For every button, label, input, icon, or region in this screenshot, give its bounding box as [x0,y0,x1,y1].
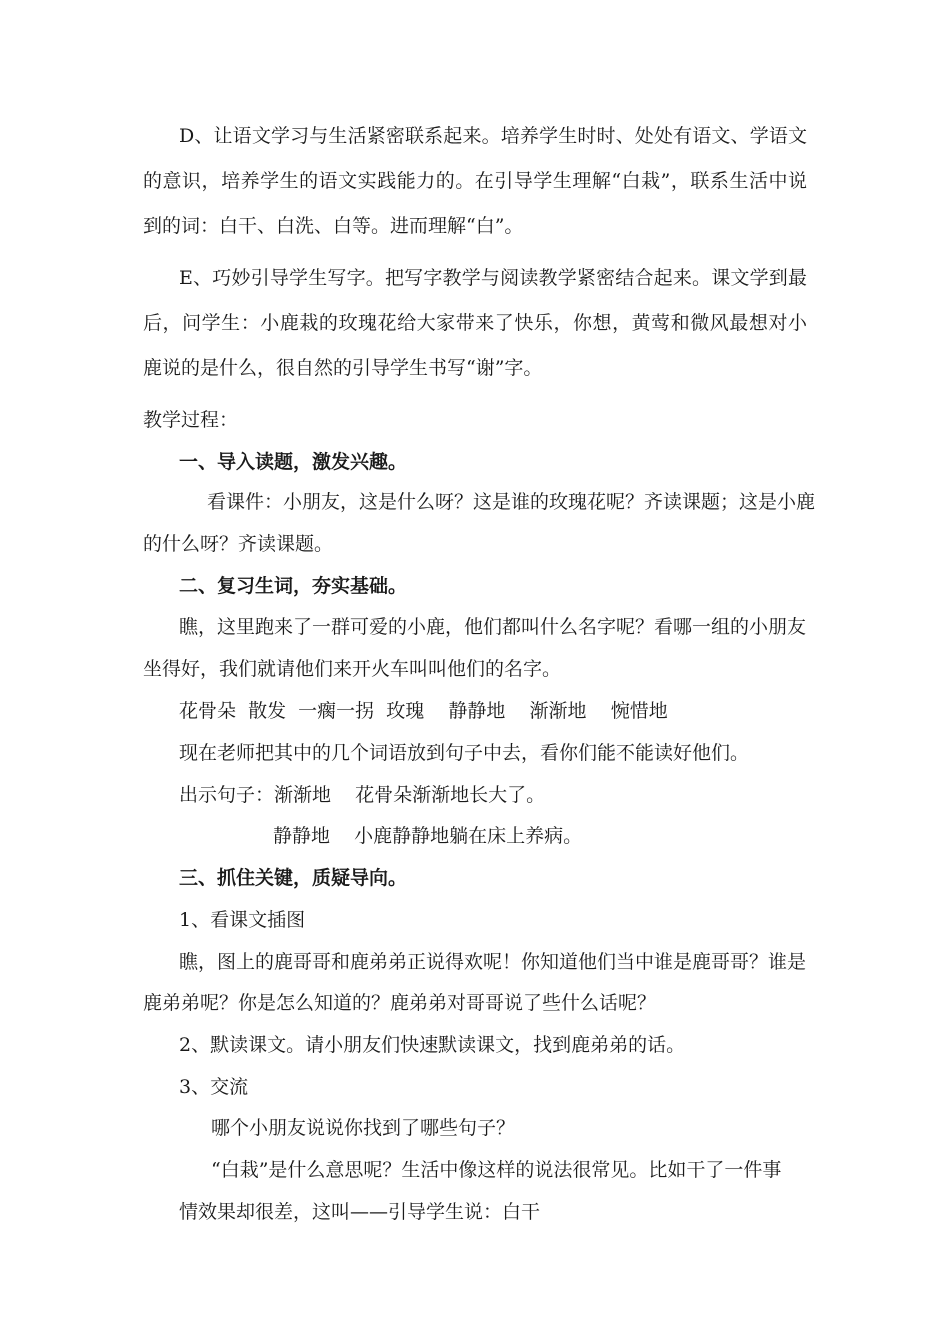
process-title: 教学过程： [143,409,239,431]
section3-item3: 3、交流 [179,1076,249,1098]
example-sentence-2: 静静地 小鹿静静地躺在床上养病。 [273,825,583,847]
section3-heading: 三、抓住关键，质疑导向。 [179,867,408,889]
paragraph-e: E、巧妙引导学生写字。把写字教学与阅读教学紧密结合起来。课文学到最后，问学生：小鹿栽的玫瑰花给大家带来了快乐，你想，黄莺和微风最想对小鹿说的是什么，很自然的引导学生书写“谢”字。 [143,267,807,379]
section2-line2: 坐得好，我们就请他们来开火车叫叫他们的名字。 [143,658,562,680]
section3-line3: 哪个小朋友说说你找到了哪些句子？ [211,1117,516,1139]
section3-line4: “白栽”是什么意思呢？生活中像这样的说法很常见。比如干了一件事 [211,1159,782,1181]
section3-line1: 瞧，图上的鹿哥哥和鹿弟弟正说得欢呢！你知道他们当中谁是鹿哥哥？谁是 [179,951,807,973]
section1-heading: 一、导入读题，激发兴趣。 [179,451,408,473]
section3-line2: 鹿弟弟呢？你是怎么知道的？鹿弟弟对哥哥说了些什么话呢？ [143,992,657,1014]
section3-item2: 2、默读课文。请小朋友们快速默读课文，找到鹿弟弟的话。 [179,1034,686,1056]
section1-line2: 的什么呀？齐读课题。 [143,533,334,555]
section2-line1: 瞧，这里跑来了一群可爱的小鹿，他们都叫什么名字呢？看哪一组的小朋友 [179,616,807,638]
section3-item1: 1、看课文插图 [179,909,306,931]
example-sentence-1: 出示句子：渐渐地 花骨朵渐渐地长大了。 [179,784,546,806]
section3-line5: 情效果却很差，这叫——引导学生说：白干 [179,1201,541,1223]
vocabulary-words: 花骨朵 散发 一瘸一拐 玫瑰 静静地 渐渐地 惋惜地 [179,700,668,722]
section2-heading: 二、复习生词，夯实基础。 [179,575,408,597]
paragraph-d: D、让语文学习与生活紧密联系起来。培养学生时时、处处有语文、学语文的意识，培养学生的语文实践能力的。在引导学生理解“白栽”，联系生活中说到的词：白干、白洗、白等。进而理解“白”。 [143,125,807,237]
section2-line3: 现在老师把其中的几个词语放到句子中去，看你们能不能读好他们。 [179,742,750,764]
section1-line1: 看课件：小朋友，这是什么呀？这是谁的玫瑰花呢？齐读课题；这是小鹿 [207,491,816,513]
